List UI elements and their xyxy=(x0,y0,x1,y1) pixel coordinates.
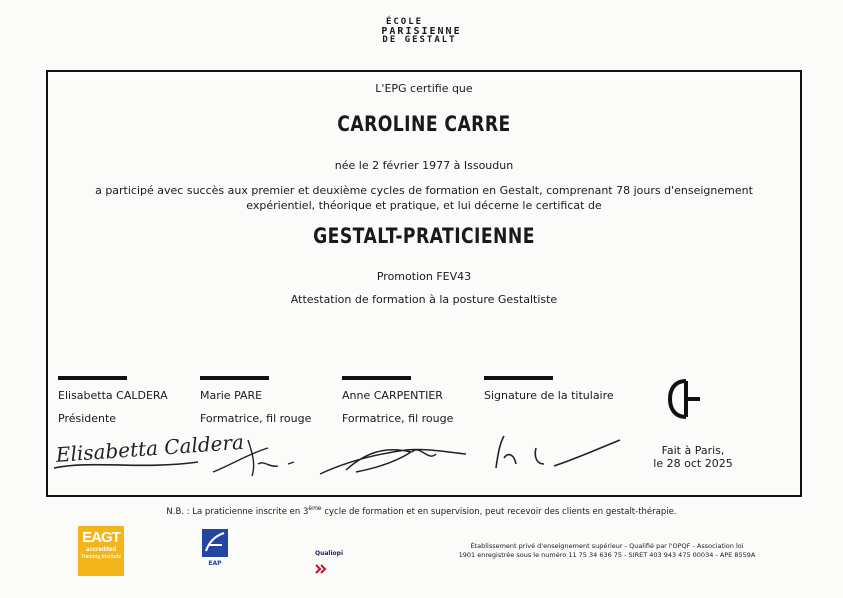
eagt-training: Training Institute xyxy=(80,554,122,560)
signatory-bar xyxy=(58,376,127,380)
place-line: Fait à Paris, xyxy=(661,444,725,457)
signature-caldera-scribble xyxy=(52,424,245,474)
certificate-title: GESTALT-PRATICIENNE xyxy=(313,224,535,248)
qualiopi-arrows-icon xyxy=(315,564,327,574)
signatory-bar xyxy=(484,376,553,380)
birth-info: née le 2 février 1977 à Issoudun xyxy=(334,159,514,172)
signatory-caldera xyxy=(58,376,208,425)
eap-label: EAP xyxy=(208,560,222,567)
signature-titulaire-scribble xyxy=(488,428,628,473)
signatory-name: Marie PARE xyxy=(200,389,263,402)
signatory-titulaire xyxy=(484,376,634,402)
eagt-badge xyxy=(78,526,124,576)
signatory-name: Anne CARPENTIER xyxy=(342,389,443,402)
qualiopi-badge xyxy=(315,540,357,556)
eap-emblem-icon xyxy=(200,527,230,559)
eagt-title: EAGT xyxy=(82,529,120,546)
signature-carpentier-scribble xyxy=(316,432,476,482)
certificate-description: a participé avec succès aux premier et deuxième cycles de formation en Gestalt, comprenant 78 jours d'enseignement expérientiel, théorique et pratique, et lui décerne le certificat de xyxy=(95,184,753,212)
signatory-pare xyxy=(200,376,350,425)
logo-line-parisienne: PARISIENNE xyxy=(381,26,462,37)
place-date xyxy=(638,444,748,470)
signatory-bar xyxy=(342,376,411,380)
certify-intro: L'EPG certifie que xyxy=(375,82,473,95)
date-line: le 28 oct 2025 xyxy=(653,457,733,470)
signatory-name: Elisabetta CALDERA xyxy=(58,389,168,402)
signatory-carpentier xyxy=(342,376,492,425)
eap-badge xyxy=(200,527,230,571)
legal-footer xyxy=(422,542,792,560)
logo-line-de-gestalt: DE GESTALT xyxy=(382,35,457,45)
signatory-role: Formatrice, fil rouge xyxy=(200,412,312,425)
nb-note-after: cycle de formation et en supervision, peut recevoir des clients en gestalt-thérapie. xyxy=(321,506,677,517)
signatory-role: Présidente xyxy=(58,412,117,425)
certificate-frame xyxy=(46,70,802,497)
egp-logo-icon xyxy=(666,378,702,420)
qualiopi-label: Qualiopi xyxy=(315,550,344,557)
signatory-name: Signature de la titulaire xyxy=(484,389,614,402)
nb-note xyxy=(0,505,843,517)
signatory-role: Formatrice, fil rouge xyxy=(342,412,454,425)
nb-note-before: N.B. : La praticienne inscrite en 3 xyxy=(166,506,309,517)
signature-caldera-text: Elisabetta Caldera xyxy=(55,429,245,467)
school-logo xyxy=(0,18,843,45)
recipient-name: CAROLINE CARRE xyxy=(337,112,511,136)
logo-line-ecole: ÉCOLE xyxy=(385,17,424,27)
signatory-bar xyxy=(200,376,269,380)
legal-line-1: Établissement privé d'enseignement supérieur - Qualifié par l'OPQF - Association loi xyxy=(470,542,744,550)
nb-note-sup: ème xyxy=(308,505,322,512)
signature-pare-scribble xyxy=(208,434,318,479)
promotion: Promotion FEV43 xyxy=(376,270,472,283)
legal-line-2: 1901 enregistrée sous le numéro 11 75 34 636 75 - SIRET 403 943 475 00034 - APE 8559A xyxy=(458,551,756,559)
attestation: Attestation de formation à la posture Gestaltiste xyxy=(290,293,558,306)
eagt-accredited: accredited xyxy=(85,547,116,553)
